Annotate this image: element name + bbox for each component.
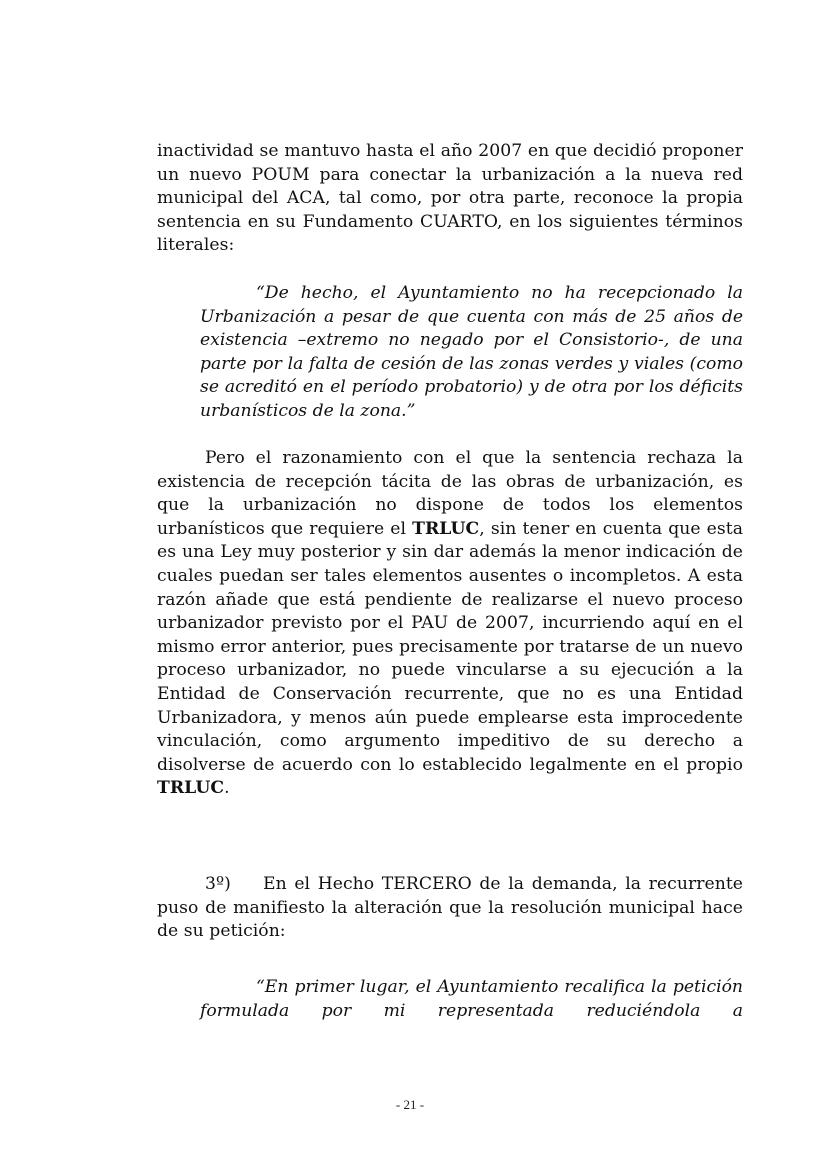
paragraph-razonamiento-part-c: . [224, 778, 230, 799]
paragraph-razonamiento-part-a: Pero el razonamiento con el que la sentencia rechaza la existencia de recepción tácita de las obras de urbanización, es que la urbanización no dispone de todos los elementos urbanísticos que requiere el [157, 448, 743, 539]
paragraph-hecho-tercero-text: En el Hecho TERCERO de la demanda, la recurrente puso de manifiesto la alteración que la resolución municipal hace de su petición: [157, 874, 743, 942]
paragraph-razonamiento [157, 447, 743, 801]
trluc-bold-2: TRLUC [157, 778, 225, 799]
quote-primer-lugar: “En primer lugar, el Ayuntamiento recalifica la petición formulada por mi representada reduciéndola a [200, 977, 743, 1021]
paragraph-inactividad: inactividad se mantuvo hasta el año 2007 en que decidió proponer un nuevo POUM para conectar la urbanización a la nueva red municipal del ACA, tal como, por otra parte, reconoce la propia sentencia en su Fundamento CUARTO, en los siguientes términos literales: [157, 141, 743, 256]
paragraph-number: 3º) [205, 874, 231, 894]
quote-fundamento-cuarto: “De hecho, el Ayuntamiento no ha recepcionado la Urbanización a pesar de que cuenta con más de 25 años de existencia –extremo no negado por el Consistorio-, de una parte por la falta de cesión de las zonas verdes y viales (como se acreditó en el período probatorio) y de otra por los déficits urbanísticos de la zona.” [200, 283, 743, 421]
trluc-bold-1: TRLUC [412, 518, 480, 539]
page-number: - 21 - [395, 1097, 425, 1112]
paragraph-hecho-tercero [157, 873, 743, 944]
paragraph-razonamiento-part-b: , sin tener en cuenta que esta es una Ley muy posterior y sin dar además la menor indicación de cuales puedan ser tales elementos ausentes o incompletos. A esta razón añade que está pendiente de realizarse el nuevo proceso urbanizador previsto por el PAU de 2007, incurriendo aquí en el mismo error anterior, pues precisamente por tratarse de un nuevo proceso urbanizador, no puede vincularse a su ejecución a la Entidad de Conservación recurrente, que no es una Entidad Urbanizadora, y menos aún puede emplearse esta improcedente vinculación, como argumento impeditivo de su derecho a disolverse de acuerdo con lo establecido legalmente en el propio [157, 518, 744, 775]
